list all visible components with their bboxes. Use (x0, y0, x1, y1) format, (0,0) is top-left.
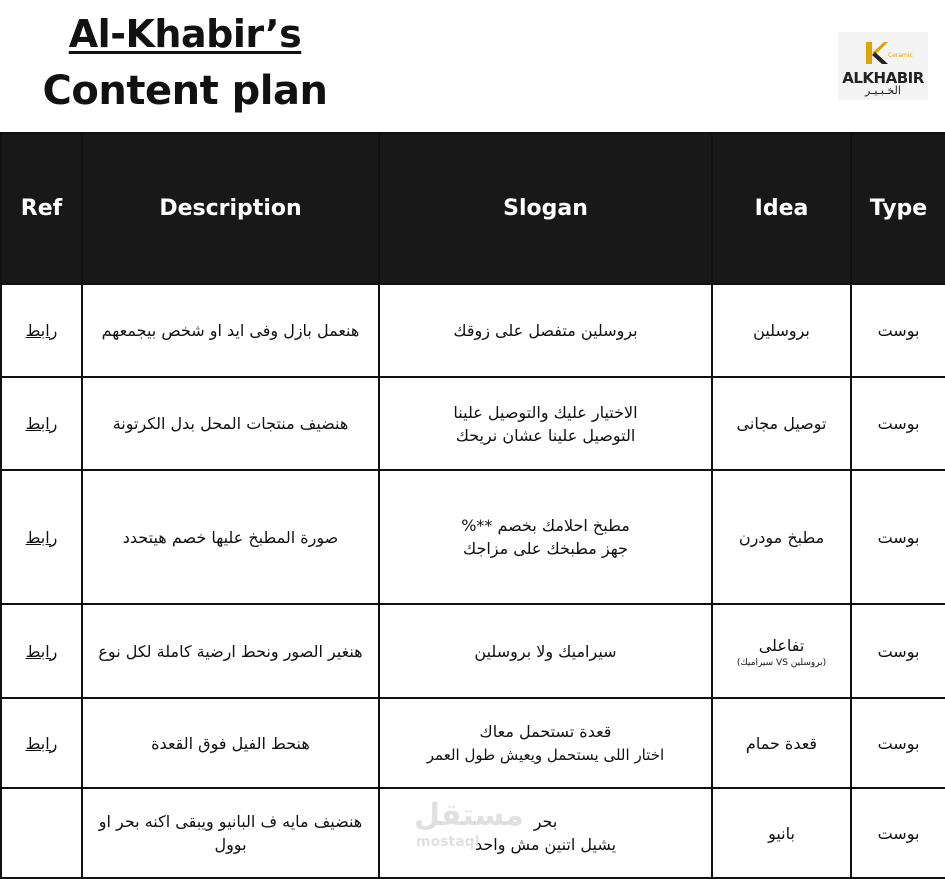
idea-note: (بروسلين VS سيراميك) (736, 657, 827, 668)
title-line-2: Content plan (42, 68, 328, 114)
type-cell: بوست (851, 470, 945, 604)
header-ref: Ref (1, 133, 82, 284)
slogan-line: مطبخ احلامك بخصم **% (461, 516, 630, 535)
ref-cell (1, 284, 82, 377)
type-cell: بوست (851, 377, 945, 470)
table-header-row (1, 133, 945, 284)
header-slogan: Slogan (379, 133, 712, 284)
table-row (1, 604, 945, 698)
ref-cell (1, 377, 82, 470)
slogan-cell (379, 698, 712, 788)
slogan-cell (379, 284, 712, 377)
logo-brand-name: ALKHABIR (842, 69, 924, 87)
content-plan-table (0, 132, 945, 879)
idea-cell (712, 604, 851, 698)
ref-cell (1, 470, 82, 604)
description-cell: هنغير الصور ونحط ارضية كاملة لكل نوع (82, 604, 379, 698)
slogan-line: الاختيار عليك والتوصيل علينا (453, 402, 638, 422)
slogan-line: قعدة تستحمل معاك (479, 721, 612, 741)
type-cell: بوست (851, 788, 945, 878)
idea-cell: قعدة حمام (712, 698, 851, 788)
table-row (1, 470, 945, 604)
slogan-line: التوصيل علينا عشان نريحك (455, 425, 636, 445)
table-row (1, 788, 945, 878)
header-description: Description (82, 133, 379, 284)
slogan-line: سيراميك ولا بروسلين (474, 641, 617, 661)
ref-link[interactable]: رابط (25, 527, 58, 547)
logo-k-icon (866, 40, 888, 66)
slogan-cell (379, 377, 712, 470)
slogan-line: اختار اللى يستحمل ويعيش طول العمر (426, 745, 665, 764)
type-cell: بوست (851, 604, 945, 698)
watermark-sub: mostaql (416, 834, 480, 850)
idea-cell: بروسلين (712, 284, 851, 377)
title-line-1: Al-Khabir’s (68, 12, 302, 56)
slogan-cell (379, 788, 712, 878)
slogan-cell (379, 604, 712, 698)
slogan-line: يشيل اتنين مش واحد (474, 835, 617, 854)
description-cell: صورة المطبخ عليها خصم هيتحدد (82, 470, 379, 604)
idea-cell: بانيو (712, 788, 851, 878)
ref-link[interactable]: رابط (25, 733, 58, 753)
idea-cell: توصيل مجانى (712, 377, 851, 470)
brand-logo (838, 32, 928, 100)
idea-label: تفاعلى (758, 635, 805, 655)
table-row (1, 284, 945, 377)
ref-cell (1, 788, 82, 878)
description-cell: هنضيف مايه ف البانيو ويبقى اكنه بحر او بوول (82, 788, 379, 878)
table-row (1, 377, 945, 470)
type-cell: بوست (851, 698, 945, 788)
description-cell: هنحط الفيل فوق القعدة (82, 698, 379, 788)
description-cell: هنعمل بازل وفى ايد او شخص بيجمعهم (82, 284, 379, 377)
header-idea: Idea (712, 133, 851, 284)
idea-cell: مطبخ مودرن (712, 470, 851, 604)
table-row (1, 698, 945, 788)
slogan-line: بحر (533, 812, 558, 831)
ref-link[interactable]: رابط (25, 321, 58, 340)
logo-arabic-name: الخـبـيـر (865, 84, 901, 97)
ref-link[interactable]: رابط (25, 641, 58, 661)
type-cell: بوست (851, 284, 945, 377)
header-type: Type (851, 133, 945, 284)
slogan-line: بروسلين متفصل على زوقك (453, 321, 638, 340)
logo-subtitle: Ceramic (888, 52, 913, 59)
watermark-text: مستقل (414, 798, 524, 833)
ref-cell (1, 698, 82, 788)
ref-link[interactable]: رابط (25, 414, 58, 433)
description-cell: هنضيف منتجات المحل بدل الكرتونة (82, 377, 379, 470)
ref-cell (1, 604, 82, 698)
slogan-line: جهز مطبخك على مزاجك (462, 539, 629, 558)
slogan-cell (379, 470, 712, 604)
